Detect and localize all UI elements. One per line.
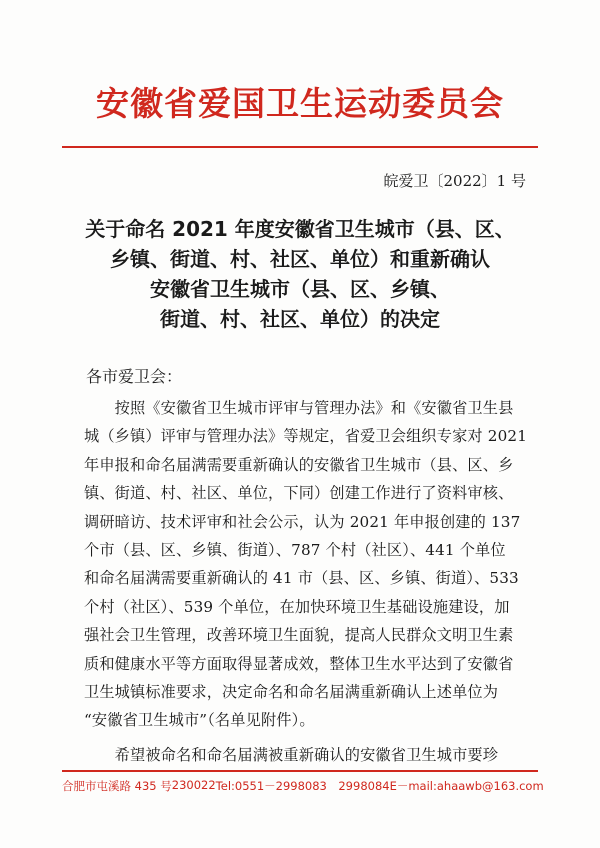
footer-address: 合肥市屯溪路 435 号 [62, 779, 172, 793]
footer-postcode: 230022 [171, 778, 216, 792]
body-text [84, 394, 532, 769]
footer-contact [62, 778, 544, 794]
body-line: 质和健康水平等方面取得显著成效，整体卫生水平达到了安徽省 [84, 654, 514, 673]
body-line: 年申报和命名届满需要重新确认的安徽省卫生城市（县、区、乡 [84, 455, 514, 474]
salutation: 各市爱卫会： [86, 367, 183, 386]
title-line: 街道、村、社区、单位）的决定 [160, 307, 440, 331]
body-line: 个村（社区）、539 个单位，在加快环境卫生基础设施建设，加 [84, 597, 510, 616]
body-line: 镇、街道、村、社区、单位，下同）创建工作进行了资料审核、 [84, 484, 514, 503]
body-line: “安徽省卫生城市”（名单见附件）。 [84, 711, 315, 730]
document-title [60, 214, 540, 334]
title-line: 乡镇、街道、村、社区、单位）和重新确认 [110, 247, 490, 271]
org-header: 安徽省爱国卫生运动委员会 [96, 84, 504, 123]
body-line: 城（乡镇）评审与管理办法》等规定，省爱卫会组织专家对 2021 [84, 427, 528, 446]
title-line: 关于命名 2021 年度安徽省卫生城市（县、区、 [85, 217, 515, 241]
title-line: 安徽省卫生城市（县、区、乡镇、 [150, 277, 450, 301]
footer-tel: Tel:0551－2998083 2998084 [215, 779, 390, 793]
body-line: 按照《安徽省卫生城市评审与管理办法》和《安徽省卫生县 [84, 399, 514, 417]
body-line: 希望被命名和命名届满被重新确认的安徽省卫生城市要珍 [84, 745, 499, 764]
body-line: 卫生城镇标准要求，决定命名和命名届满重新确认上述单位为 [84, 683, 499, 702]
document-number: 皖爱卫〔2022〕1 号 [383, 172, 526, 190]
footer-divider [62, 770, 538, 772]
body-line: 强社会卫生管理，改善环境卫生面貌，提高人民群众文明卫生素 [84, 626, 514, 645]
header-divider [62, 146, 538, 148]
body-line: 个市（县、区、乡镇、街道）、787 个村（社区）、441 个单位 [84, 541, 506, 560]
body-line: 和命名届满需要重新确认的 41 市（县、区、乡镇、街道）、533 [84, 569, 519, 588]
footer-email: E－mail:ahaawb@163.com [389, 779, 544, 793]
body-line: 调研暗访、技术评审和社会公示，认为 2021 年申报创建的 137 [84, 512, 521, 531]
